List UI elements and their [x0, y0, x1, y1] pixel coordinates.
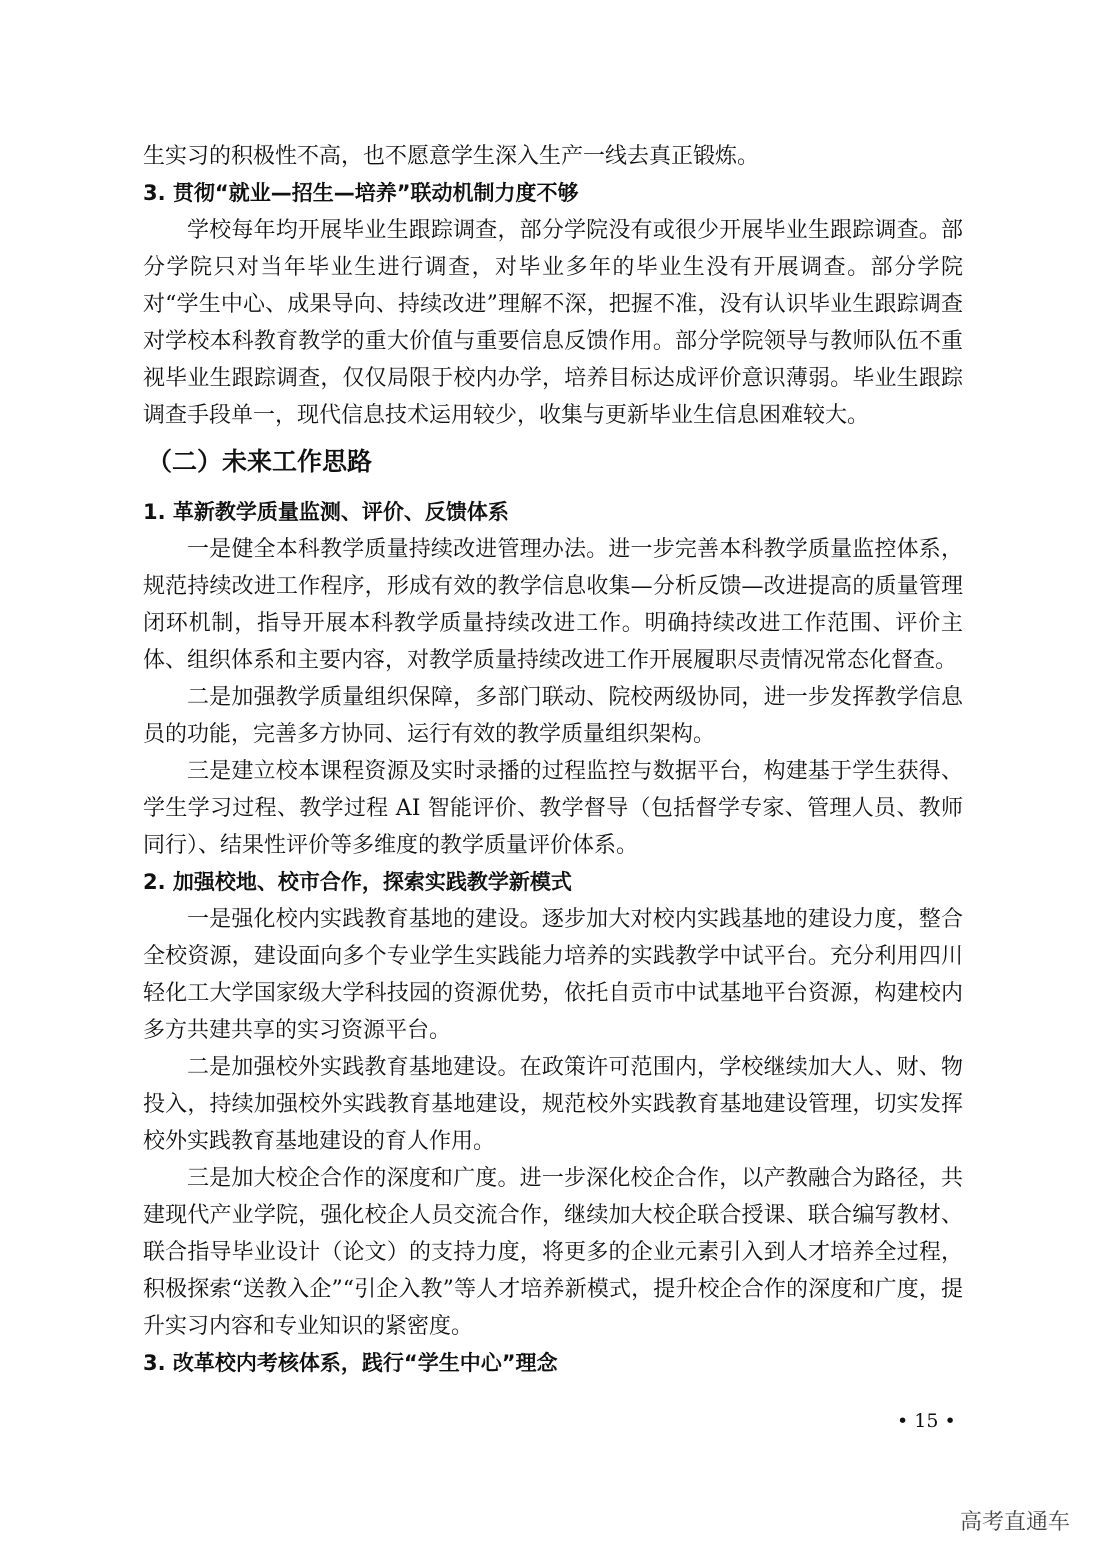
- subsection-heading-3-employment: 3. 贯彻“就业—招生—培养”联动机制力度不够: [143, 181, 579, 205]
- section-heading-future-work: （二）未来工作思路: [147, 447, 373, 476]
- paragraph-continued: 生实习的积极性不高，也不愿意学生深入生产一线去真正锻炼。: [143, 144, 760, 169]
- paragraph-quality-1: 一是健全本科教学质量持续改进管理办法。进一步完善本科教学质量监控体系，规范持续改进工作程序，形成有效的教学信息收集—分析反馈—改进提高的质量管理闭环机制，指导开展本科教学质量持续改进工作。明确持续改进工作范围、评价主体、组织体系和主要内容，对教学质量持续改进工作开展履职尽责情况常态化督查。: [143, 537, 963, 673]
- subsection-heading-2-practice: 2. 加强校地、校市合作，探索实践教学新模式: [143, 870, 572, 894]
- paragraph-graduate-survey: 学校每年均开展毕业生跟踪调查，部分学院没有或很少开展毕业生跟踪调查。部分学院只对当年毕业生进行调查，对毕业多年的毕业生没有开展调查。部分学院对“学生中心、成果导向、持续改进”理解不深，把握不准，没有认识毕业生跟踪调查对学校本科教育教学的重大价值与重要信息反馈作用。部分学院领导与教师队伍不重视毕业生跟踪调查，仅仅局限于校内办学，培养目标达成评价意识薄弱。毕业生跟踪调查手段单一，现代信息技术运用较少，收集与更新毕业生信息困难较大。: [143, 218, 963, 428]
- paragraph-practice-3: 三是加大校企合作的深度和广度。进一步深化校企合作，以产教融合为路径，共建现代产业学院，强化校企人员交流合作，继续加大校企联合授课、联合编写教材、联合指导毕业设计（论文）的支持力度，将更多的企业元素引入到人才培养全过程，积极探索“送教入企”“引企入教”等人才培养新模式，提升校企合作的深度和广度，提升实习内容和专业知识的紧密度。: [143, 1166, 963, 1339]
- paragraph-practice-1: 一是强化校内实践教育基地的建设。逐步加大对校内实践基地的建设力度，整合全校资源，建设面向多个专业学生实践能力培养的实践教学中试平台。充分利用四川轻化工大学国家级大学科技园的资源优势，依托自贡市中试基地平台资源，构建校内多方共建共享的实习资源平台。: [143, 907, 963, 1043]
- page-content: [143, 138, 963, 1382]
- watermark-text: 高考直通车: [960, 1510, 1071, 1535]
- subsection-heading-1-quality: 1. 革新教学质量监测、评价、反馈体系: [143, 500, 509, 524]
- paragraph-quality-2: 二是加强教学质量组织保障，多部门联动、院校两级协同，进一步发挥教学信息员的功能，完善多方协同、运行有效的教学质量组织架构。: [143, 685, 963, 747]
- subsection-heading-3-assessment: 3. 改革校内考核体系，践行“学生中心”理念: [143, 1351, 558, 1375]
- paragraph-quality-3: 三是建立校本课程资源及实时录播的过程监控与数据平台，构建基于学生获得、学生学习过程、教学过程 AI 智能评价、教学督导（包括督学专家、管理人员、教师同行）、结果性评价等多维度的教学质量评价体系。: [143, 759, 963, 858]
- paragraph-practice-2: 二是加强校外实践教育基地建设。在政策许可范围内，学校继续加大人、财、物投入，持续加强校外实践教育基地建设，规范校外实践教育基地建设管理，切实发挥校外实践教育基地建设的育人作用。: [143, 1055, 963, 1154]
- page-number: • 15 •: [897, 1410, 956, 1432]
